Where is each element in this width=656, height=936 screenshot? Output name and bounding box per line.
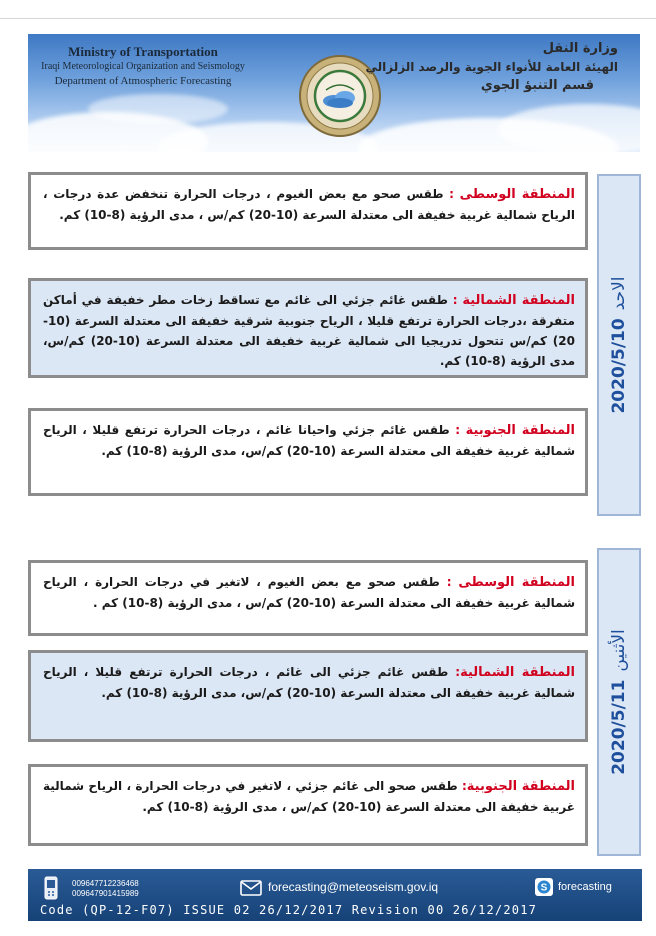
date-day2: 2020/5/11 — [609, 679, 629, 775]
organization-name-ar: الهيئة العامة للأنواء الجوية والرصد الزلزالي — [365, 60, 618, 74]
region-label: المنطقة الشمالية — [462, 293, 575, 308]
date-panel-day2 — [597, 548, 641, 856]
ministry-name-ar: وزارة النقل — [542, 41, 618, 56]
organization-name-en: Iraqi Meteorological Organization and Seismology — [41, 61, 245, 72]
top-divider — [0, 18, 656, 19]
footer-bar — [28, 869, 642, 921]
dayname-day2: الأثنين — [609, 629, 629, 672]
mail-icon — [240, 880, 262, 896]
skype-handle[interactable]: forecasting — [558, 881, 612, 893]
region-label: المنطقة الجنوبية — [465, 423, 576, 438]
document-code: Code (QP-12-F07) ISSUE 02 26/12/2017 Revision 00 26/12/2017 — [40, 903, 538, 917]
forecast-text: طقس غائم جزئي الى غائم مع تساقط زخات مطر خفيفة في أماكن متفرقة ،درجات الحرارة ترتفع قليلا ، الرياح جنوبية شرقية خفيفة الى معتدلة السرعة (10-20) كم/س تتحول تدريجيا الى شمالية غربية خفيفة الى معتدلة السرعة (10-20) كم/س، مدى الرؤية (8-10) كم. — [43, 293, 575, 368]
dayname-day1: الاحد — [609, 276, 629, 311]
region-label: المنطقة الشمالية — [460, 665, 576, 680]
forecast-text: طقس صحو الى غائم جزئي ، لاتغير في درجات الحرارة ، الرياح شمالية غربية خفيفة الى معتدلة السرعة (10-20) كم/س ، مدى الرؤية (8-10) كم. — [43, 779, 575, 814]
forecast-text: طقس غائم جزئي الى غائم ، درجات الحرارة ترتفع قليلا ، الرياح شمالية غربية خفيفة الى معتدلة السرعة (10-20) كم/س، مدى الرؤية (8-10) كم. — [43, 665, 575, 700]
ministry-name-en: Ministry of Transportation — [68, 44, 218, 59]
forecast-day2-central: المنطقة الوسطى : طقس صحو مع بعض الغيوم ، لاتغير في درجات الحرارة ، الرياح شمالية غربية خفيفة الى معتدلة السرعة (10-20) كم/س ، مدى الرؤية (8-10) كم . — [28, 560, 588, 636]
header-arabic — [365, 40, 618, 96]
header-banner — [28, 34, 640, 152]
phone-icon — [40, 876, 62, 900]
date-day1: 2020/5/10 — [609, 318, 629, 414]
department-name-ar: قسم التنبؤ الجوي — [480, 78, 594, 93]
region-label: المنطقة الوسطى — [459, 187, 575, 202]
department-name-en: Department of Atmospheric Forecasting — [54, 75, 232, 87]
forecast-day1-central: المنطقة الوسطى : طقس صحو مع بعض الغيوم ، درجات الحرارة تنخفض عدة درجات ، الرياح شمالية غربية خفيفة الى معتدلة السرعة (10-20) كم/س ، مدى الرؤية (8-10) كم. — [28, 172, 588, 250]
forecast-day2-south: المنطقة الجنوبية: طقس صحو الى غائم جزئي ، لاتغير في درجات الحرارة ، الرياح شمالية غربية خفيفة الى معتدلة السرعة (10-20) كم/س ، مدى الرؤية (8-10) كم. — [28, 764, 588, 846]
phone-number-1: 009647712236468 — [72, 879, 139, 888]
header-english — [28, 44, 258, 89]
skype-icon — [534, 877, 554, 897]
phone-numbers — [72, 879, 139, 899]
email-link[interactable]: forecasting@meteoseism.gov.iq — [268, 880, 439, 894]
svg-text:S: S — [540, 882, 548, 894]
forecast-text: طقس صحو مع بعض الغيوم ، درجات الحرارة تنخفض عدة درجات ، الرياح شمالية غربية خفيفة الى معتدلة السرعة (10-20) كم/س ، مدى الرؤية (8-10) كم. — [43, 187, 575, 222]
date-panel-day1 — [597, 174, 641, 516]
forecast-text: طقس صحو مع بعض الغيوم ، لاتغير في درجات الحرارة ، الرياح شمالية غربية خفيفة الى معتدلة السرعة (10-20) كم/س ، مدى الرؤية (8-10) كم . — [43, 575, 575, 610]
forecast-day1-south: المنطقة الجنوبية : طقس غائم جزئي واحيانا غائم ، درجات الحرارة ترتفع قليلا ، الرياح شمالية غربية خفيفة الى معتدلة السرعة (10-20) كم/س، مدى الرؤية (8-10) كم. — [28, 408, 588, 496]
forecast-day1-north: المنطقة الشمالية : طقس غائم جزئي الى غائم مع تساقط زخات مطر خفيفة في أماكن متفرقة ،درجات الحرارة ترتفع قليلا ، الرياح جنوبية شرقية خفيفة الى معتدلة السرعة (10-20) كم/س تتحول تدريجيا الى شمالية غربية خفيفة الى معتدلة السرعة (10-20) كم/س، مدى الرؤية (8-10) كم. — [28, 278, 588, 378]
forecast-day2-north: المنطقة الشمالية: طقس غائم جزئي الى غائم ، درجات الحرارة ترتفع قليلا ، الرياح شمالية غربية خفيفة الى معتدلة السرعة (10-20) كم/س، مدى الرؤية (8-10) كم. — [28, 650, 588, 742]
phone-number-2: 009647901415989 — [72, 889, 139, 898]
forecast-text: طقس غائم جزئي واحيانا غائم ، درجات الحرارة ترتفع قليلا ، الرياح شمالية غربية خفيفة الى معتدلة السرعة (10-20) كم/س، مدى الرؤية (8-10) كم. — [43, 423, 575, 458]
region-label: المنطقة الجنوبية — [466, 779, 575, 794]
region-label: المنطقة الوسطى — [458, 575, 575, 590]
